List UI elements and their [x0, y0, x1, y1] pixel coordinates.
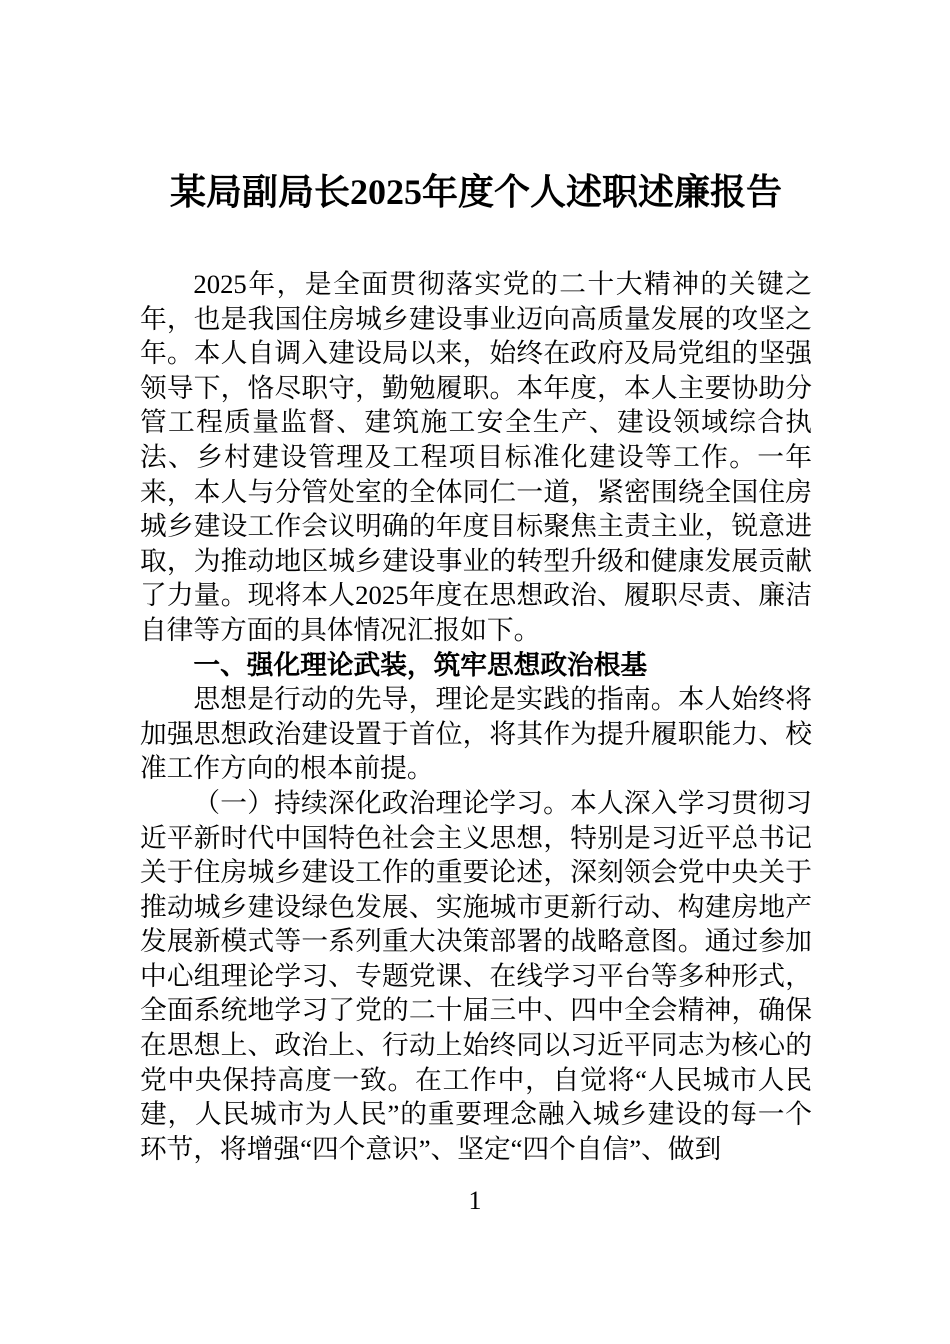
document-body: [140, 267, 812, 1166]
document-title: 某局副局长2025年度个人述职述廉报告: [169, 172, 782, 212]
body-paragraph: 2025年，是全面贯彻落实党的二十大精神的关键之年，也是我国住房城乡建设事业迈向高质量发展的攻坚之年。本人自调入建设局以来，始终在政府及局党组的坚强领导下，恪尽职守，勤勉履职。本年度，本人主要协助分管工程质量监督、建筑施工安全生产、建设领域综合执法、乡村建设管理及工程项目标准化建设等工作。一年来，本人与分管处室的全体同仁一道，紧密围绕全国住房城乡建设工作会议明确的年度目标聚焦主责主业，锐意进取，为推动地区城乡建设事业的转型升级和健康发展贡献了力量。现将本人2025年度在思想政治、履职尽责、廉洁自律等方面的具体情况汇报如下。: [140, 269, 812, 645]
document-content: [140, 0, 812, 1166]
section-heading: 一、强化理论武装，筑牢思想政治根基: [193, 649, 648, 680]
body-paragraph: 思想是行动的先导，理论是实践的指南。本人始终将加强思想政治建设置于首位，将其作为提升履职能力、校准工作方向的根本前提。: [140, 684, 812, 784]
body-paragraph: （一）持续深化政治理论学习。本人深入学习贯彻习近平新时代中国特色社会主义思想，特别是习近平总书记关于住房城乡建设工作的重要论述，深刻领会党中央关于推动城乡建设绿色发展、实施城市更新行动、构建房地产发展新模式等一系列重大决策部署的战略意图。通过参加中心组理论学习、专题党课、在线学习平台等多种形式，全面系统地学习了党的二十届三中、四中全会精神，确保在思想上、政治上、行动上始终同以习近平同志为核心的党中央保持高度一致。在工作中，自觉将“人民城市人民建，人民城市为人民”的重要理念融入城乡建设的每一个环节，将增强“四个意识”、坚定“四个自信”、做到: [140, 787, 812, 1164]
page-number: 1: [468, 1186, 482, 1215]
